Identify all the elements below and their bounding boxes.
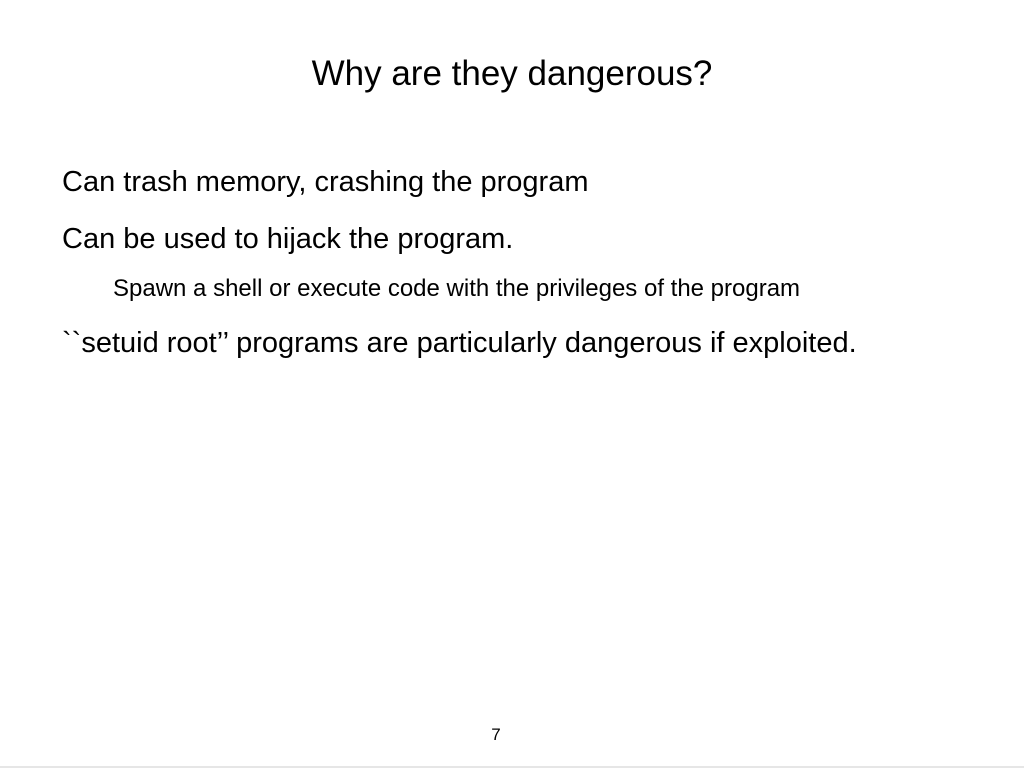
bullet-trash-memory: Can trash memory, crashing the program (62, 166, 589, 198)
page-number: 7 (491, 725, 501, 744)
slide-title: Why are they dangerous? (311, 54, 713, 93)
bullet-hijack-program: Can be used to hijack the program. (62, 223, 514, 255)
bullet-setuid-root: ``setuid root’’ programs are particularly dangerous if exploited. (62, 327, 857, 359)
sub-bullet-spawn-shell: Spawn a shell or execute code with the privileges of the program (113, 275, 801, 302)
